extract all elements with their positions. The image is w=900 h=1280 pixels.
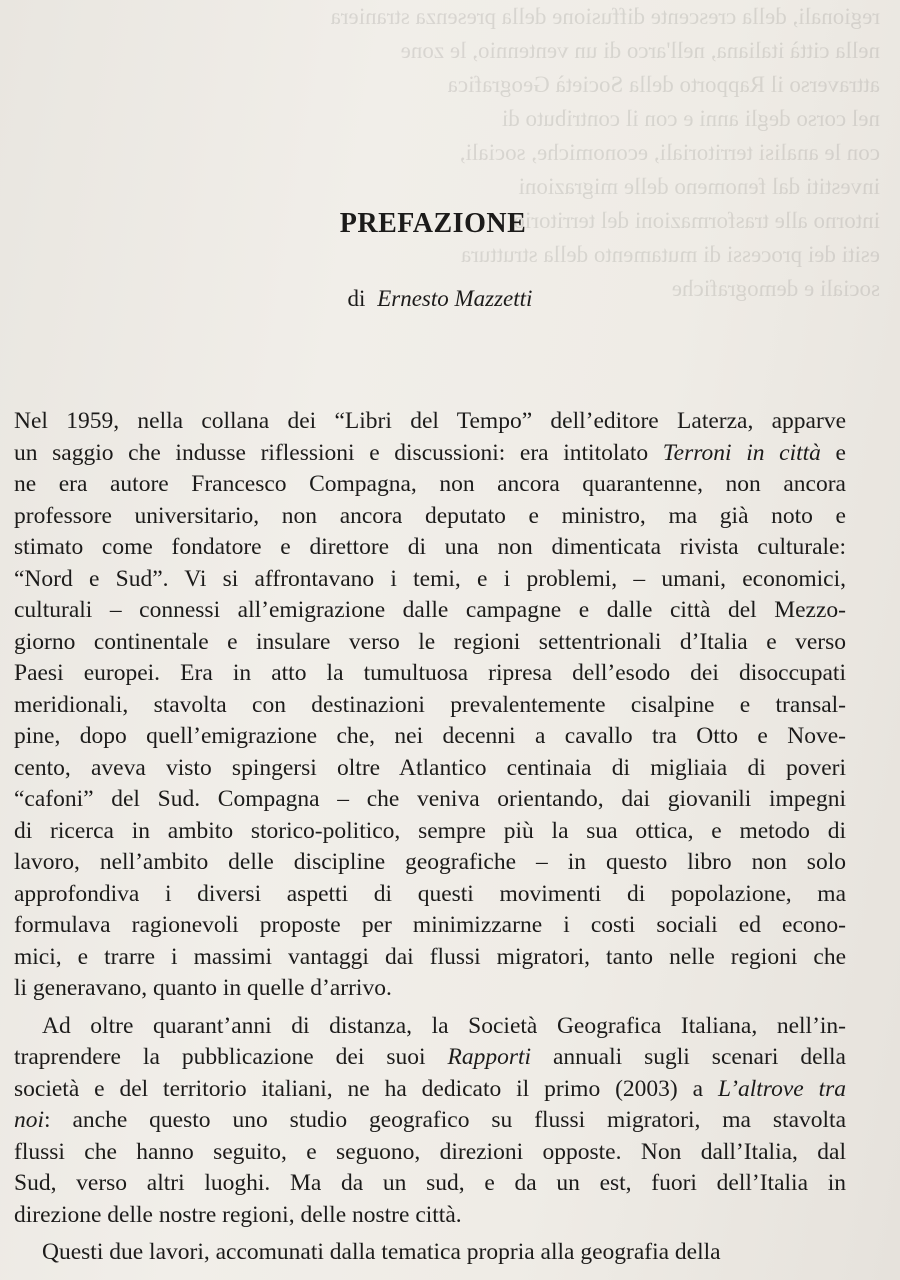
text-line bbox=[14, 1200, 846, 1232]
text-span: formulava ragionevoli proposte per minimizzarne i costi sociali ed econo- bbox=[14, 912, 846, 938]
text-span: Sud, verso altri luoghi. Ma da un sud, e da un est, fuori dell’Italia in bbox=[14, 1170, 846, 1196]
text-span: “cafoni” del Sud. Compagna – che veniva orientando, dai giovanili impegni bbox=[14, 786, 846, 812]
text-line bbox=[14, 658, 846, 690]
text-span: stimato come fondatore e direttore di una non dimenticata rivista culturale: bbox=[14, 534, 846, 560]
show-through-line: investiti dal fenomeno delle migrazioni bbox=[518, 174, 880, 199]
text-span: giorno continentale e insulare verso le regioni settentrionali d’Italia e verso bbox=[14, 628, 846, 655]
show-through-line: nella città italiana, nell'arco di un ventennio, le zone bbox=[400, 38, 880, 63]
text-line bbox=[14, 1105, 846, 1137]
italic-title: noi bbox=[14, 1107, 45, 1133]
italic-title: Terroni in città bbox=[662, 439, 821, 466]
show-through-line: con le analisi territoriali, economiche, sociali, bbox=[459, 140, 880, 165]
text-span: li generavano, quanto in quelle d’arrivo. bbox=[14, 975, 392, 1001]
text-span: pine, dopo quell’emigrazione che, nei decenni a cavallo tra Otto e Nove- bbox=[14, 723, 846, 749]
text-span: lavoro, nell’ambito delle discipline geografiche – in questo libro non solo bbox=[14, 849, 846, 875]
text-line bbox=[14, 816, 846, 848]
text-line bbox=[14, 438, 846, 470]
byline bbox=[0, 286, 880, 312]
text-span: annuali sugli scenari della bbox=[531, 1044, 846, 1070]
text-span: e bbox=[820, 439, 846, 466]
italic-title: Rapporti bbox=[447, 1044, 532, 1070]
text-line bbox=[14, 469, 846, 501]
text-line bbox=[14, 532, 846, 564]
show-through-line: nel corso degli anni e con il contributo di bbox=[501, 106, 880, 131]
text-span: flussi che hanno seguito, e seguono, direzioni opposte. Non dall’Italia, dal bbox=[14, 1138, 846, 1165]
text-span: professore universitario, non ancora deputato e ministro, ma già noto e bbox=[14, 502, 846, 529]
text-line bbox=[14, 879, 846, 911]
text-line bbox=[14, 595, 846, 627]
show-through-line: intorno alle trasformazioni del territorio bbox=[513, 208, 880, 233]
text-span: : anche questo uno studio geografico su flussi migratori, ma stavolta bbox=[44, 1107, 846, 1133]
text-span: ne era autore Francesco Compagna, non ancora quarantenne, non ancora bbox=[14, 471, 846, 497]
text-line bbox=[14, 1137, 846, 1169]
text-span: cento, aveva visto spingersi oltre Atlantico centinaia di migliaia di poveri bbox=[14, 754, 846, 781]
paragraph bbox=[14, 1237, 846, 1269]
text-line bbox=[14, 1168, 846, 1200]
text-span: mici, e trarre i massimi vantaggi dai flussi migratori, tanto nelle regioni che bbox=[14, 943, 846, 970]
text-span: un saggio che indusse riflessioni e discussioni: era intitolato bbox=[14, 439, 663, 466]
text-span: approfondiva i diversi aspetti di questi movimenti di popolazione, ma bbox=[14, 880, 846, 907]
text-line bbox=[14, 564, 846, 596]
text-span: società e del territorio italiani, ne ha dedicato il primo (2003) a bbox=[14, 1075, 718, 1102]
text-line bbox=[14, 501, 846, 533]
show-through-line: sociali e demografiche bbox=[671, 276, 880, 301]
author-name: Ernesto Mazzetti bbox=[377, 286, 533, 311]
text-span: Ad oltre quarant’anni di distanza, la Società Geografica Italiana, nell’in- bbox=[42, 1012, 846, 1039]
text-span: direzione delle nostre regioni, delle nostre città. bbox=[14, 1201, 462, 1228]
text-line bbox=[14, 973, 846, 1005]
italic-title: L’altrove tra bbox=[717, 1075, 846, 1102]
text-line bbox=[14, 627, 846, 659]
text-line bbox=[14, 1011, 846, 1043]
text-line bbox=[14, 753, 846, 785]
show-through-line: esiti dei processi di mutamento della struttura bbox=[460, 242, 880, 267]
text-line bbox=[14, 784, 846, 816]
text-span: “Nord e Sud”. Vi si affrontavano i temi, e i problemi, – umani, economici, bbox=[14, 565, 846, 592]
text-line bbox=[14, 1237, 846, 1269]
byline-prefix: di bbox=[347, 286, 366, 311]
show-through-line: regionali, della crescente diffusione della presenza straniera bbox=[330, 4, 880, 29]
text-span: Questi due lavori, accomunati dalla tematica propria alla geografia della bbox=[42, 1239, 721, 1265]
text-line bbox=[14, 690, 846, 722]
text-span: culturali – connessi all’emigrazione dalle campagne e dalle città del Mezzo- bbox=[14, 597, 846, 623]
text-span: meridionali, stavolta con destinazioni prevalentemente cisalpine e transal- bbox=[14, 691, 846, 718]
text-span: Nel 1959, nella collana dei “Libri del Tempo” dell’editore Laterza, apparve bbox=[14, 408, 846, 434]
text-line bbox=[14, 910, 846, 942]
text-line bbox=[14, 721, 846, 753]
text-line bbox=[14, 942, 846, 974]
paragraph bbox=[14, 406, 846, 1005]
text-line bbox=[14, 1042, 846, 1074]
page-title: PREFAZIONE bbox=[339, 208, 527, 239]
text-span: Paesi europei. Era in atto la tumultuosa ripresa dell’esodo dei disoccupati bbox=[14, 660, 846, 686]
body-text bbox=[14, 406, 846, 1269]
paragraph bbox=[14, 1011, 846, 1232]
text-line bbox=[14, 1074, 846, 1106]
text-span: di ricerca in ambito storico-politico, sempre più la sua ottica, e metodo di bbox=[14, 817, 846, 844]
text-span: traprendere la pubblicazione dei suoi bbox=[14, 1044, 448, 1070]
text-line bbox=[14, 406, 846, 438]
show-through-line: attraverso il Rapporto della Società Geografica bbox=[447, 72, 880, 97]
text-line bbox=[14, 847, 846, 879]
